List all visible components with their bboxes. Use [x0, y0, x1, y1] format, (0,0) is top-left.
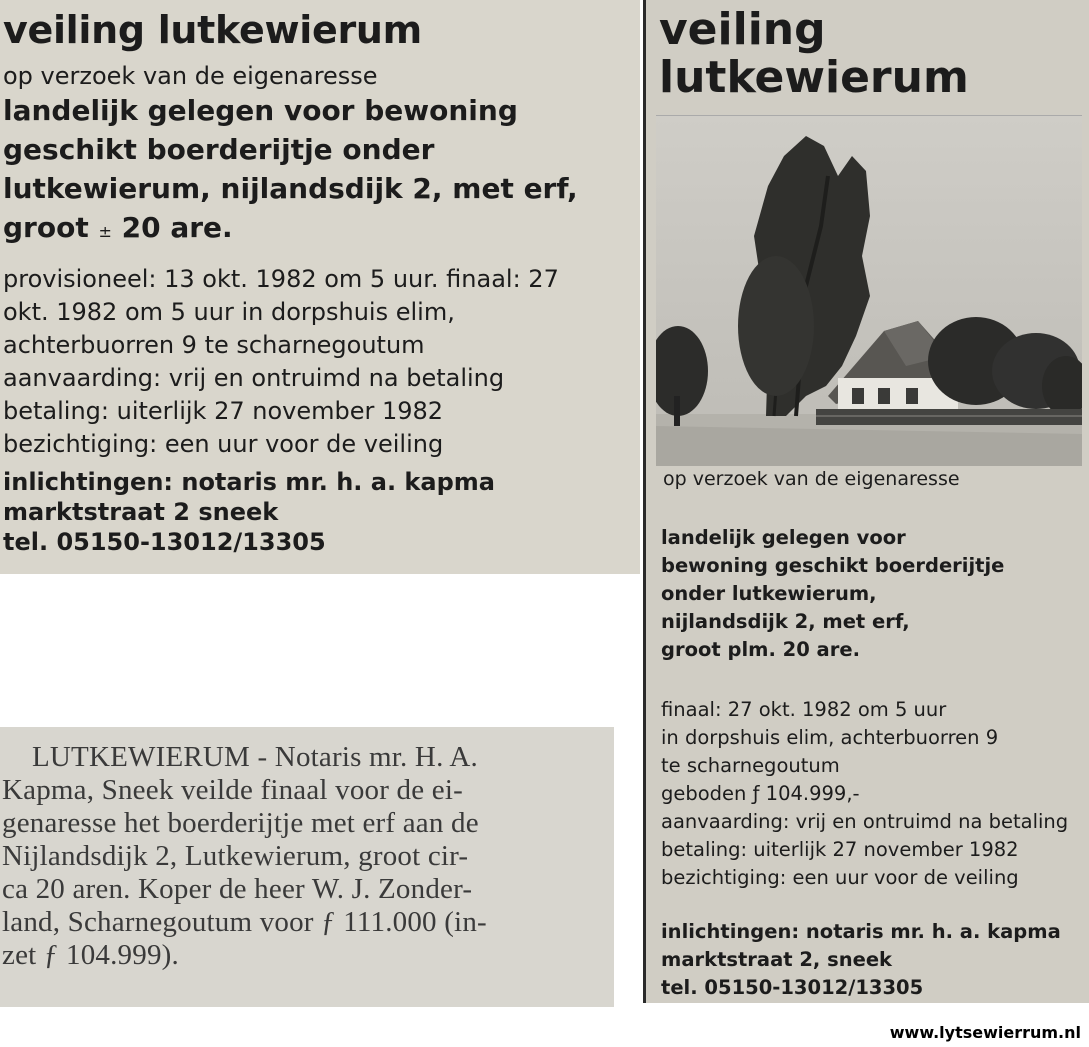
ad-detail-line: te scharnegoutum: [661, 754, 840, 778]
ad-detail-line: finaal: 27 okt. 1982 om 5 uur: [661, 698, 947, 722]
ad-contact: [661, 918, 1089, 1002]
ad-property-line: nijlandsdijk 2, met erf,: [661, 610, 910, 634]
ad-property-line: onder lutkewierum,: [661, 582, 877, 606]
ad-property-description: [3, 91, 640, 251]
ad-property-line: landelijk gelegen voor bewoning: [3, 93, 518, 127]
ad-detail-line: betaling: uiterlijk 27 november 1982: [3, 396, 444, 425]
article-line: Nijlandsdijk 2, Lutkewierum, groot cir-: [2, 840, 469, 872]
ad-detail-line: okt. 1982 om 5 uur in dorpshuis elim,: [3, 297, 455, 326]
ad-detail-line: in dorpshuis elim, achterbuorren 9: [661, 726, 999, 750]
ad-size-prefix: groot: [3, 210, 89, 244]
website-url: www.lytsewierrum.nl: [889, 1023, 1081, 1042]
ad-detail-line: bezichtiging: een uur voor de veiling: [661, 866, 1019, 890]
ad-request-line: op verzoek van de eigenaresse: [663, 468, 960, 491]
ad-contact-line: marktstraat 2, sneek: [661, 948, 893, 972]
ad-contact-line: tel. 05150-13012/13305: [3, 527, 326, 556]
ad-size-symbol: ±: [98, 221, 112, 241]
ad-property-line: landelijk gelegen voor: [661, 526, 906, 550]
ad-property-line: geschikt boerderijtje onder: [3, 132, 435, 166]
ad-contact-line: marktstraat 2 sneek: [3, 497, 279, 526]
article-line: LUTKEWIERUM - Notaris mr. H. A.: [32, 741, 478, 773]
article-line: zet ƒ 104.999).: [2, 939, 179, 971]
ad-headline-line: lutkewierum: [659, 51, 969, 103]
ad-property-description: [661, 524, 1089, 664]
article-text: [2, 741, 614, 972]
article-line: ca 20 aren. Koper de heer W. J. Zonder-: [2, 873, 473, 905]
ad-details: [3, 263, 640, 461]
ad-detail-line: aanvaarding: vrij en ontruimd na betaling: [661, 810, 1069, 834]
ad-size-line: [3, 208, 640, 251]
ad-detail-line: aanvaarding: vrij en ontruimd na betaling: [3, 363, 505, 392]
article-line: Kapma, Sneek veilde finaal voor de ei-: [2, 774, 463, 806]
ad-contact: [3, 467, 640, 557]
auction-ad-clipping-2: [643, 0, 1089, 1003]
ad-size-suffix: 20 are.: [121, 210, 233, 244]
ad-contact-line: inlichtingen: notaris mr. h. a. kapma: [661, 920, 1061, 944]
ad-property-line: groot plm. 20 are.: [661, 638, 860, 662]
ad-details: [661, 696, 1089, 892]
article-line: genaresse het boerderijtje met erf aan de: [2, 807, 479, 839]
auction-result-article: [0, 727, 614, 1007]
ad-detail-line: provisioneel: 13 okt. 1982 om 5 uur. finaal: 27: [3, 264, 559, 293]
article-line: land, Scharnegoutum voor ƒ 111.000 (in-: [2, 906, 487, 938]
ad-property-line: bewoning geschikt boerderijtje: [661, 554, 1005, 578]
ad-detail-line: achterbuorren 9 te scharnegoutum: [3, 330, 425, 359]
ad-detail-line: bezichtiging: een uur voor de veiling: [3, 429, 444, 458]
ad-request-line: op verzoek van de eigenaresse: [3, 61, 378, 90]
ad-detail-line: betaling: uiterlijk 27 november 1982: [661, 838, 1019, 862]
ad-contact-line: tel. 05150-13012/13305: [661, 976, 924, 1000]
ad-headline: veiling lutkewierum: [3, 8, 422, 52]
farmhouse-photo-image: [656, 116, 1082, 466]
farmhouse-photo: [656, 115, 1082, 466]
ad-property-line: lutkewierum, nijlandsdijk 2, met erf,: [3, 171, 578, 205]
ad-headline-line: veiling: [659, 4, 826, 55]
ad-headline: [659, 6, 1089, 101]
ad-contact-line: inlichtingen: notaris mr. h. a. kapma: [3, 467, 495, 496]
auction-ad-clipping-1: [0, 0, 640, 574]
ad-detail-line: geboden ƒ 104.999,-: [661, 782, 860, 806]
